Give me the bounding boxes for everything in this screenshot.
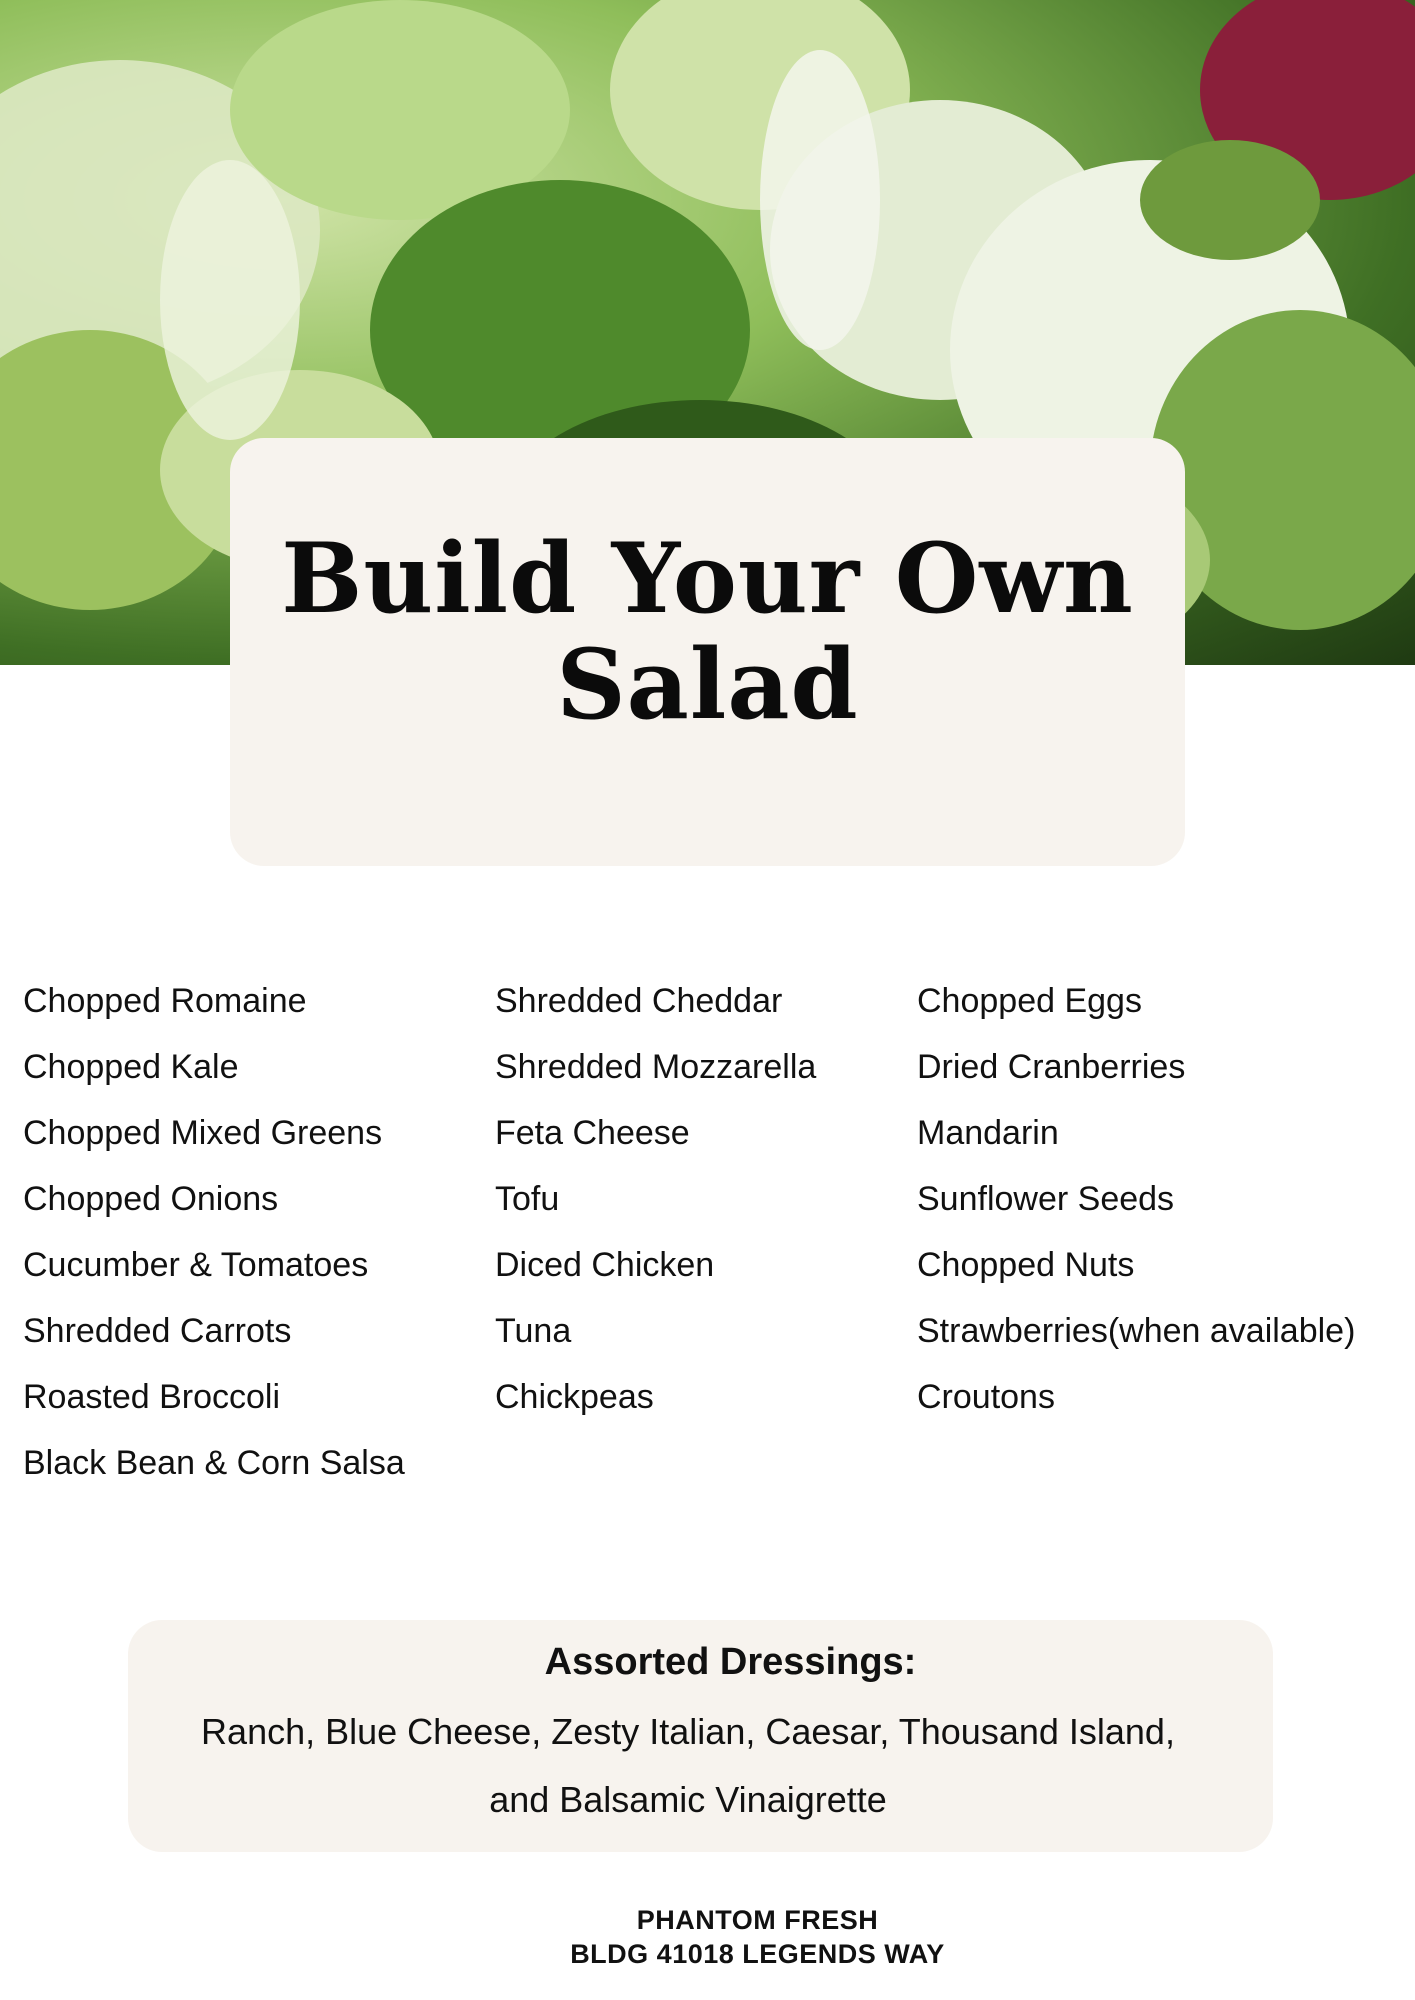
list-item: Dried Cranberries <box>917 1048 1186 1086</box>
page-title: Build Your Own Salad <box>281 522 1134 741</box>
list-item: Chopped Nuts <box>917 1246 1135 1284</box>
dressings-heading: Assorted Dressings: <box>544 1641 917 1683</box>
menu-column-1 <box>23 972 405 1500</box>
dressings-list: Ranch, Blue Cheese, Zesty Italian, Caesar, Thousand Island, and Balsamic Vinaigrette <box>201 1711 1175 1820</box>
title-card <box>230 438 1185 866</box>
list-item: Mandarin <box>917 1114 1059 1152</box>
list-item: Black Bean & Corn Salsa <box>23 1444 405 1482</box>
footer-brand: PHANTOM FRESH <box>636 1905 879 1935</box>
list-item: Chickpeas <box>495 1378 654 1416</box>
list-item: Feta Cheese <box>495 1114 690 1152</box>
list-item: Strawberries(when available) <box>917 1312 1356 1350</box>
list-item: Shredded Carrots <box>23 1312 292 1350</box>
list-item: Cucumber & Tomatoes <box>23 1246 369 1284</box>
menu-column-3 <box>917 972 1355 1434</box>
list-item: Chopped Mixed Greens <box>23 1114 383 1152</box>
list-item: Diced Chicken <box>495 1246 715 1284</box>
footer-address: BLDG 41018 LEGENDS WAY <box>570 1939 945 1969</box>
list-item: Shredded Cheddar <box>495 982 783 1020</box>
list-item: Shredded Mozzarella <box>495 1048 817 1086</box>
menu-column-2 <box>495 972 816 1434</box>
list-item: Chopped Onions <box>23 1180 279 1218</box>
list-item: Tuna <box>495 1312 572 1350</box>
list-item: Chopped Eggs <box>917 982 1142 1020</box>
list-item: Croutons <box>917 1378 1055 1416</box>
list-item: Roasted Broccoli <box>23 1378 281 1416</box>
footer <box>0 1903 1415 1971</box>
dressings-card <box>128 1620 1273 1852</box>
list-item: Sunflower Seeds <box>917 1180 1175 1218</box>
list-item: Chopped Romaine <box>23 982 307 1020</box>
list-item: Tofu <box>495 1180 560 1218</box>
list-item: Chopped Kale <box>23 1048 239 1086</box>
